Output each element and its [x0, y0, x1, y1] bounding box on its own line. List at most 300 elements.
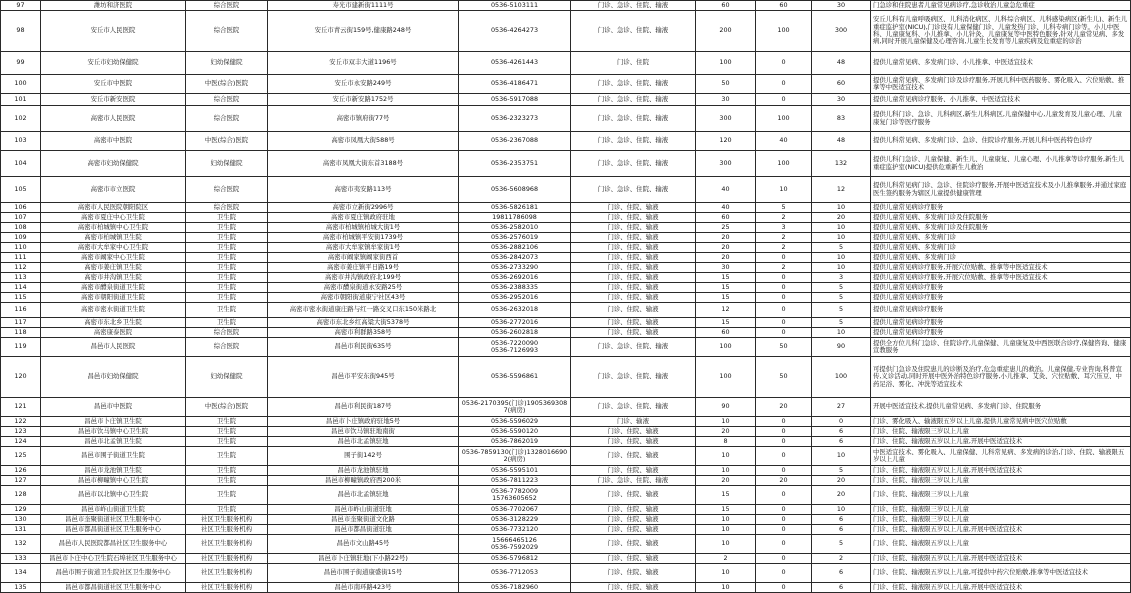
service-type-cell: 门诊、住院、输液 [571, 447, 696, 466]
hospital-type-cell: 卫生院 [186, 243, 268, 253]
row-number-cell: 107 [1, 213, 41, 223]
phone-cell: 0536-5596861 [459, 357, 571, 398]
pediatric-capacity-b-cell: 50 [756, 357, 812, 398]
pediatric-capacity-a-cell: 100 [696, 338, 756, 357]
address-cell: 昌邑市围子街道康盛街15号 [268, 564, 459, 583]
hospital-name-cell: 高密市中医院 [41, 132, 186, 151]
address-cell: 昌邑市文山路45号 [268, 535, 459, 554]
hospital-type-cell: 综合医院 [186, 1, 268, 11]
table-row [1, 303, 1131, 318]
hospital-name-cell: 昌邑市都昌街道社区卫生服务中心 [41, 525, 186, 535]
service-note-cell: 提供儿童常见病、多发病门诊 [871, 253, 1131, 263]
table-row [1, 427, 1131, 437]
table-row [1, 283, 1131, 293]
row-number-cell: 114 [1, 283, 41, 293]
pediatric-capacity-a-cell: 50 [696, 75, 756, 94]
pediatric-capacity-b-cell: 0 [756, 564, 812, 583]
row-number-cell: 120 [1, 357, 41, 398]
hospital-type-cell: 妇幼保健院 [186, 151, 268, 177]
hospital-name-cell: 昌邑市饮马镇中心卫生院 [41, 427, 186, 437]
service-type-cell: 门诊、急诊、住院、输液 [571, 75, 696, 94]
service-type-cell: 门诊、住院、输液 [571, 437, 696, 447]
phone-cell: 0536-2772016 [459, 318, 571, 328]
address-cell: 高密市密水街道康庄路与红一路交叉口东150米路北 [268, 303, 459, 318]
pediatric-capacity-c-cell: 60 [812, 75, 871, 94]
pediatric-capacity-c-cell: 300 [812, 11, 871, 52]
pediatric-capacity-c-cell: 6 [812, 583, 871, 593]
service-note-cell: 门诊、住院、输液限三岁以上儿童 [871, 427, 1131, 437]
phone-cell: 0536-5590120 [459, 427, 571, 437]
hospital-name-cell: 安丘市人民医院 [41, 11, 186, 52]
address-cell: 高密市朝阳街道康宁社区43号 [268, 293, 459, 303]
hospital-type-cell: 综合医院 [186, 106, 268, 132]
hospital-type-cell: 综合医院 [186, 177, 268, 203]
row-number-cell: 133 [1, 554, 41, 564]
table-row [1, 106, 1131, 132]
hospital-name-cell: 安丘市新安医院 [41, 94, 186, 106]
pediatric-capacity-a-cell: 10 [696, 525, 756, 535]
pediatric-capacity-b-cell: 100 [756, 106, 812, 132]
pediatric-capacity-b-cell: 2 [756, 263, 812, 273]
table-row [1, 447, 1131, 466]
pediatric-capacity-b-cell: 0 [756, 525, 812, 535]
address-cell: 高密市镇府街77号 [268, 106, 459, 132]
table-row [1, 535, 1131, 554]
service-note-cell: 提供儿童常见病诊疗服务 [871, 328, 1131, 338]
service-type-cell: 门诊、住院、输液 [571, 263, 696, 273]
service-note-cell: 提供儿童常见病诊疗服务 [871, 283, 1131, 293]
table-row [1, 486, 1131, 505]
hospital-type-cell: 卫生院 [186, 476, 268, 486]
table-row [1, 213, 1131, 223]
table-row [1, 132, 1131, 151]
pediatric-capacity-c-cell: 3 [812, 273, 871, 283]
pediatric-capacity-a-cell: 8 [696, 437, 756, 447]
phone-cell: 0536-4264273 [459, 11, 571, 52]
service-type-cell: 门诊、住院、输液 [571, 293, 696, 303]
service-note-cell: 提供儿童常见病、多发病门诊 [871, 233, 1131, 243]
service-note-cell: 门诊、住院、输液限三岁以上儿童 [871, 515, 1131, 525]
service-type-cell: 门诊、急诊、住院、输液 [571, 11, 696, 52]
service-note-cell: 提供儿童常见病诊疗服务、小儿推拿、中医适宜技术 [871, 94, 1131, 106]
address-cell: 高密市立新街2996号 [268, 203, 459, 213]
pediatric-capacity-c-cell: 27 [812, 398, 871, 417]
service-note-cell: 提供儿童常见病、多发病门诊及住院服务 [871, 223, 1131, 233]
pediatric-capacity-c-cell: 10 [812, 328, 871, 338]
pediatric-capacity-c-cell: 6 [812, 564, 871, 583]
row-number-cell: 132 [1, 535, 41, 554]
phone-cell: 0536-2323273 [459, 106, 571, 132]
phone-cell: 0536-2882106 [459, 243, 571, 253]
phone-cell: 0536-2632018 [459, 303, 571, 318]
row-number-cell: 122 [1, 417, 41, 427]
table-row [1, 151, 1131, 177]
hospital-name-cell: 高密康泰医院 [41, 328, 186, 338]
phone-cell: 0536-5595101 [459, 466, 571, 476]
address-cell: 昌邑市卜庄镇驻地(下小路22号) [268, 554, 459, 564]
phone-cell: 0536-2353751 [459, 151, 571, 177]
pediatric-capacity-b-cell: 0 [756, 515, 812, 525]
row-number-cell: 126 [1, 466, 41, 476]
service-type-cell: 门诊、住院、输液 [571, 213, 696, 223]
pediatric-capacity-c-cell: 5 [812, 243, 871, 253]
pediatric-capacity-c-cell: 20 [812, 486, 871, 505]
address-cell: 高密市井沟镇政府北199号 [268, 273, 459, 283]
row-number-cell: 103 [1, 132, 41, 151]
pediatric-capacity-c-cell: 2 [812, 554, 871, 564]
pediatric-capacity-b-cell: 0 [756, 94, 812, 106]
service-type-cell: 门诊、住院、输液 [571, 328, 696, 338]
phone-cell: 0536-7782009 15763605652 [459, 486, 571, 505]
service-note-cell: 提供儿童常见病、多发病门诊、小儿推拿、中医适宜技术 [871, 52, 1131, 75]
address-cell: 高密市姜庄镇平日路19号 [268, 263, 459, 273]
pediatric-capacity-c-cell: 5 [812, 466, 871, 476]
hospital-name-cell: 昌邑市北孟镇卫生院 [41, 437, 186, 447]
pediatric-capacity-a-cell: 20 [696, 243, 756, 253]
pediatric-capacity-b-cell: 0 [756, 52, 812, 75]
phone-cell: 0536-5826181 [459, 203, 571, 213]
row-number-cell: 97 [1, 1, 41, 11]
hospital-type-cell: 中医(综合)医院 [186, 75, 268, 94]
phone-cell: 0536-4186471 [459, 75, 571, 94]
table-row [1, 243, 1131, 253]
service-type-cell: 门诊、住院、输液 [571, 233, 696, 243]
service-note-cell: 提供儿科门诊、急诊、儿科病区,新生儿科病区,儿童保健中心,儿童发育及儿童心理、儿童康复门诊等医疗服务 [871, 106, 1131, 132]
pediatric-capacity-b-cell: 0 [756, 328, 812, 338]
hospital-type-cell: 卫生院 [186, 283, 268, 293]
hospital-type-cell: 卫生院 [186, 293, 268, 303]
hospital-type-cell: 卫生院 [186, 253, 268, 263]
pediatric-capacity-c-cell: 20 [812, 213, 871, 223]
table-row [1, 476, 1131, 486]
pediatric-capacity-a-cell: 300 [696, 106, 756, 132]
phone-cell: 0536-2576019 [459, 233, 571, 243]
service-type-cell: 门诊、住院、输液 [571, 525, 696, 535]
hospital-name-cell: 高密市阚家中心卫生院 [41, 253, 186, 263]
service-note-cell: 提供儿科常见病、多发病门诊、急诊、住院诊疗服务,开展儿科中医药特色诊疗 [871, 132, 1131, 151]
row-number-cell: 117 [1, 318, 41, 328]
pediatric-capacity-b-cell: 40 [756, 132, 812, 151]
pediatric-capacity-a-cell: 10 [696, 447, 756, 466]
phone-cell: 0536-7220090 0536-7126993 [459, 338, 571, 357]
service-type-cell: 门诊、住院、输液 [571, 243, 696, 253]
pediatric-capacity-b-cell: 20 [756, 476, 812, 486]
pediatric-capacity-b-cell: 0 [756, 583, 812, 593]
service-type-cell: 门诊、住院、输液 [571, 564, 696, 583]
row-number-cell: 113 [1, 273, 41, 283]
hospital-name-cell: 昌邑市人民医院 [41, 338, 186, 357]
pediatric-capacity-c-cell: 6 [812, 515, 871, 525]
hospital-name-cell: 高密市柏城镇中心卫生院 [41, 223, 186, 233]
service-type-cell: 门诊、急诊、住院、输液 [571, 132, 696, 151]
pediatric-capacity-c-cell: 83 [812, 106, 871, 132]
address-cell: 昌邑市柳疃镇政府西200米 [268, 476, 459, 486]
pediatric-capacity-c-cell: 6 [812, 525, 871, 535]
phone-cell: 15666465126 0536-7592029 [459, 535, 571, 554]
pediatric-capacity-b-cell: 20 [756, 398, 812, 417]
pediatric-capacity-a-cell: 40 [696, 203, 756, 213]
pediatric-capacity-a-cell: 60 [696, 213, 756, 223]
address-cell: 高密市夏庄镇政府驻地 [268, 213, 459, 223]
service-note-cell: 提供全方位儿科门急诊、住院诊疗,儿童保健、儿童康复及中西医联合诊疗,保健咨询、健康宣教服务 [871, 338, 1131, 357]
pediatric-capacity-a-cell: 15 [696, 283, 756, 293]
service-note-cell: 提供儿童常见病诊疗服务 [871, 303, 1131, 318]
pediatric-capacity-b-cell: 3 [756, 223, 812, 233]
service-type-cell: 门诊、住院、输液 [571, 273, 696, 283]
hospital-name-cell: 高密市朝阳街道卫生院 [41, 293, 186, 303]
address-cell: 昌邑市北孟镇驻地 [268, 437, 459, 447]
phone-cell: 0536-2367088 [459, 132, 571, 151]
service-note-cell: 门诊、住院、输液限三岁以上儿童 [871, 505, 1131, 515]
hospital-type-cell: 卫生院 [186, 417, 268, 427]
pediatric-capacity-a-cell: 15 [696, 505, 756, 515]
service-note-cell: 门诊、住院、输液限五岁以上儿童,开展中医适宜技术 [871, 466, 1131, 476]
pediatric-capacity-c-cell: 10 [812, 447, 871, 466]
service-type-cell: 门诊、住院、输液 [571, 535, 696, 554]
row-number-cell: 112 [1, 263, 41, 273]
hospital-type-cell: 综合医院 [186, 203, 268, 213]
hospital-type-cell: 卫生院 [186, 318, 268, 328]
phone-cell: 19811786098 [459, 213, 571, 223]
pediatric-capacity-b-cell: 2 [756, 213, 812, 223]
service-type-cell: 门诊、输液 [571, 417, 696, 427]
address-cell: 昌邑市卜庄镇政府驻地5号 [268, 417, 459, 427]
hospital-name-cell: 高密市东北乡卫生院 [41, 318, 186, 328]
pediatric-capacity-b-cell: 0 [756, 253, 812, 263]
service-note-cell: 门急诊和住院患者儿童常见病诊疗,急诊收治儿童急危重症 [871, 1, 1131, 11]
hospital-name-cell: 高密市人民医院朝阳院区 [41, 203, 186, 213]
pediatric-capacity-c-cell: 100 [812, 357, 871, 398]
service-note-cell: 提供儿童常见病、多发病门诊及诊疗服务,开展儿科中医药服务、雾化吸入、穴位贴敷、推拿等中医适宜技术 [871, 75, 1131, 94]
pediatric-capacity-c-cell: 30 [812, 1, 871, 11]
service-type-cell: 门诊、急诊、住院、输液 [571, 1, 696, 11]
row-number-cell: 104 [1, 151, 41, 177]
pediatric-capacity-c-cell: 10 [812, 223, 871, 233]
service-type-cell: 门诊、住院、输液 [571, 515, 696, 525]
service-type-cell: 门诊、急诊、住院、输液 [571, 151, 696, 177]
pediatric-capacity-b-cell: 0 [756, 303, 812, 318]
table-body [1, 1, 1131, 593]
row-number-cell: 131 [1, 525, 41, 535]
address-cell: 寿光市建新街1111号 [268, 1, 459, 11]
hospital-name-cell: 高密市市立医院 [41, 177, 186, 203]
pediatric-capacity-a-cell: 60 [696, 328, 756, 338]
address-cell: 高密市夷安路113号 [268, 177, 459, 203]
table-row [1, 203, 1131, 213]
pediatric-capacity-b-cell: 0 [756, 318, 812, 328]
table-row [1, 554, 1131, 564]
pediatric-capacity-b-cell: 5 [756, 203, 812, 213]
hospital-type-cell: 卫生院 [186, 427, 268, 437]
hospital-type-cell: 卫生院 [186, 447, 268, 466]
hospital-name-cell: 高密市妇幼保健院 [41, 151, 186, 177]
phone-cell: 0536-2842073 [459, 253, 571, 263]
pediatric-capacity-c-cell: 48 [812, 52, 871, 75]
row-number-cell: 115 [1, 293, 41, 303]
table-row [1, 263, 1131, 273]
hospital-name-cell: 昌邑市岞山街道卫生院 [41, 505, 186, 515]
phone-cell: 0536-2602818 [459, 328, 571, 338]
address-cell: 安丘市青云街159号,健康路248号 [268, 11, 459, 52]
table-row [1, 293, 1131, 303]
hospital-type-cell: 卫生院 [186, 273, 268, 283]
pediatric-capacity-a-cell: 15 [696, 318, 756, 328]
hospital-type-cell: 妇幼保健院 [186, 52, 268, 75]
hospital-type-cell: 卫生院 [186, 437, 268, 447]
address-cell: 高密市柏城镇平安街1739号 [268, 233, 459, 243]
address-cell: 安丘市新安路1752号 [268, 94, 459, 106]
hospital-type-cell: 中医(综合)医院 [186, 398, 268, 417]
phone-cell: 0536-5103111 [459, 1, 571, 11]
row-number-cell: 105 [1, 177, 41, 203]
hospital-name-cell: 昌邑市柳疃镇中心卫生院 [41, 476, 186, 486]
table-row [1, 75, 1131, 94]
pediatric-capacity-a-cell: 10 [696, 535, 756, 554]
hospital-name-cell: 昌邑市都昌街道社区卫生服务中心 [41, 583, 186, 593]
hospital-type-cell: 社区卫生服务机构 [186, 554, 268, 564]
table-row [1, 94, 1131, 106]
hospital-name-cell: 高密市人民医院 [41, 106, 186, 132]
pediatric-capacity-c-cell: 5 [812, 535, 871, 554]
pediatric-capacity-a-cell: 20 [696, 253, 756, 263]
row-number-cell: 100 [1, 75, 41, 94]
address-cell: 高密市东北乡红高粱大街5378号 [268, 318, 459, 328]
row-number-cell: 99 [1, 52, 41, 75]
service-type-cell: 门诊、急诊、住院、输液 [571, 94, 696, 106]
hospital-name-cell: 安丘市妇幼保健院 [41, 52, 186, 75]
service-type-cell: 门诊、急诊、住院、输液 [571, 177, 696, 203]
row-number-cell: 106 [1, 203, 41, 213]
service-note-cell: 门诊、住院、输液限五岁以上儿童,开展中医适宜技术 [871, 583, 1131, 593]
row-number-cell: 109 [1, 233, 41, 243]
row-number-cell: 108 [1, 223, 41, 233]
phone-cell: 0536-7182960 [459, 583, 571, 593]
row-number-cell: 135 [1, 583, 41, 593]
address-cell: 昌邑市利民街187号 [268, 398, 459, 417]
hospital-type-cell: 中医(综合)医院 [186, 132, 268, 151]
hospital-type-cell: 综合医院 [186, 11, 268, 52]
pediatric-capacity-a-cell: 300 [696, 151, 756, 177]
table-row [1, 318, 1131, 328]
service-type-cell: 门诊、住院、输液 [571, 486, 696, 505]
service-type-cell: 门诊、住院、输液 [571, 583, 696, 593]
pediatric-capacity-b-cell: 0 [756, 466, 812, 476]
phone-cell: 0536-5796812 [459, 554, 571, 564]
table-row [1, 328, 1131, 338]
pediatric-capacity-c-cell: 6 [812, 437, 871, 447]
pediatric-capacity-a-cell: 90 [696, 398, 756, 417]
service-type-cell: 门诊、急诊、住院、输液 [571, 106, 696, 132]
hospital-name-cell: 昌邑市卜庄镇卫生院 [41, 417, 186, 427]
pediatric-capacity-a-cell: 15 [696, 273, 756, 283]
pediatric-capacity-b-cell: 100 [756, 11, 812, 52]
pediatric-capacity-a-cell: 10 [696, 564, 756, 583]
hospital-type-cell: 妇幼保健院 [186, 357, 268, 398]
service-type-cell: 门诊、急诊、住院、输液 [571, 357, 696, 398]
pediatric-capacity-a-cell: 100 [696, 52, 756, 75]
service-note-cell: 提供儿童常见病诊疗服务,开展穴位贴敷、推拿等中医适宜技术 [871, 263, 1131, 273]
address-cell: 昌邑市奎聚街道文化路 [268, 515, 459, 525]
table-row [1, 417, 1131, 427]
pediatric-capacity-b-cell: 0 [756, 417, 812, 427]
pediatric-capacity-c-cell: 6 [812, 427, 871, 437]
pediatric-capacity-b-cell: 0 [756, 283, 812, 293]
pediatric-capacity-a-cell: 60 [696, 1, 756, 11]
phone-cell: 0536-4261443 [459, 52, 571, 75]
hospital-name-cell: 昌邑市卜庄中心卫生院石埠社区卫生服务中心 [41, 554, 186, 564]
hospital-type-cell: 综合医院 [186, 328, 268, 338]
pediatric-capacity-a-cell: 20 [696, 476, 756, 486]
service-note-cell: 门诊、住院、输液限五岁以上儿童,开展中医适宜技术 [871, 525, 1131, 535]
pediatric-capacity-a-cell: 30 [696, 263, 756, 273]
service-note-cell: 门诊、住院、输液限三岁以上儿童 [871, 486, 1131, 505]
pediatric-capacity-a-cell: 15 [696, 293, 756, 303]
service-note-cell: 提供儿童常见病诊疗服务,开展穴位贴敷、推拿等中医适宜技术 [871, 273, 1131, 283]
table-row [1, 564, 1131, 583]
pediatric-capacity-a-cell: 40 [696, 177, 756, 203]
table-row [1, 338, 1131, 357]
pediatric-capacity-a-cell: 10 [696, 466, 756, 476]
pediatric-capacity-b-cell: 0 [756, 273, 812, 283]
row-number-cell: 119 [1, 338, 41, 357]
pediatric-capacity-c-cell: 5 [812, 303, 871, 318]
pediatric-capacity-b-cell: 10 [756, 177, 812, 203]
phone-cell: 0536-7712053 [459, 564, 571, 583]
service-note-cell: 门诊、住院、输液限五岁以上儿童 [871, 535, 1131, 554]
service-note-cell: 提供儿科常见病门诊、急诊、住院诊疗服务,开展中医适宜技术及小儿推拿服务,并通过家庭医生签约服务为辖区儿童提供健康管理 [871, 177, 1131, 203]
service-note-cell: 提供儿童常见病诊疗服务 [871, 203, 1131, 213]
address-cell: 高密市阚家镇阚家街西首 [268, 253, 459, 263]
pediatric-capacity-c-cell: 10 [812, 505, 871, 515]
hospital-name-cell: 安丘市中医院 [41, 75, 186, 94]
pediatric-capacity-c-cell: 48 [812, 132, 871, 151]
hospital-type-cell: 社区卫生服务机构 [186, 515, 268, 525]
hospital-name-cell: 高密市姜庄镇卫生院 [41, 263, 186, 273]
table-row [1, 11, 1131, 52]
pediatric-capacity-c-cell: 12 [812, 177, 871, 203]
service-type-cell: 门诊、住院、输液 [571, 223, 696, 233]
pediatric-capacity-b-cell: 0 [756, 447, 812, 466]
row-number-cell: 116 [1, 303, 41, 318]
pediatric-capacity-a-cell: 25 [696, 223, 756, 233]
table-row [1, 52, 1131, 75]
address-cell: 高密市醴泉街道永安路25号 [268, 283, 459, 293]
row-number-cell: 123 [1, 427, 41, 437]
hospital-type-cell: 卫生院 [186, 213, 268, 223]
service-note-cell: 安丘儿科有儿童呼吸病区、儿科消化病区、儿科综合病区、儿科感染病区(新生儿)、新生儿重症监护室(NICU),门诊设有儿童保健门诊、儿童发热门诊、儿科专病门诊等。小儿中医科、儿童康复科、小儿推拿、小儿针灸、儿童康复等中医特色服务,针对儿童常见病、多发病,同时开展儿童保健及心理咨询,儿童生长发育等儿童疾病及危重症的诊治 [871, 11, 1131, 52]
service-type-cell: 门诊、住院、输液 [571, 253, 696, 263]
service-note-cell: 提供儿童常见病诊疗服务 [871, 293, 1131, 303]
phone-cell: 0536-5917088 [459, 94, 571, 106]
pediatric-capacity-c-cell: 10 [812, 253, 871, 263]
address-cell: 昌邑市平安东街945号 [268, 357, 459, 398]
hospital-name-cell: 高密市密水街道卫生院 [41, 303, 186, 318]
hospital-name-cell: 昌邑市围子街道卫生院 [41, 447, 186, 466]
hospital-type-cell: 卫生院 [186, 466, 268, 476]
table-row [1, 357, 1131, 398]
table-row [1, 233, 1131, 243]
service-type-cell: 门诊、急诊、住院、输液 [571, 398, 696, 417]
row-number-cell: 101 [1, 94, 41, 106]
service-type-cell: 门诊、住院、输液 [571, 427, 696, 437]
hospital-type-cell: 卫生院 [186, 486, 268, 505]
service-note-cell: 提供儿童常见病、多发病门诊及住院服务 [871, 213, 1131, 223]
hospital-type-cell: 卫生院 [186, 223, 268, 233]
pediatric-capacity-c-cell: 0 [812, 417, 871, 427]
service-type-cell: 门诊、急诊、住院、输液 [571, 476, 696, 486]
address-cell: 安丘市永安路249号 [268, 75, 459, 94]
pediatric-capacity-b-cell: 0 [756, 505, 812, 515]
